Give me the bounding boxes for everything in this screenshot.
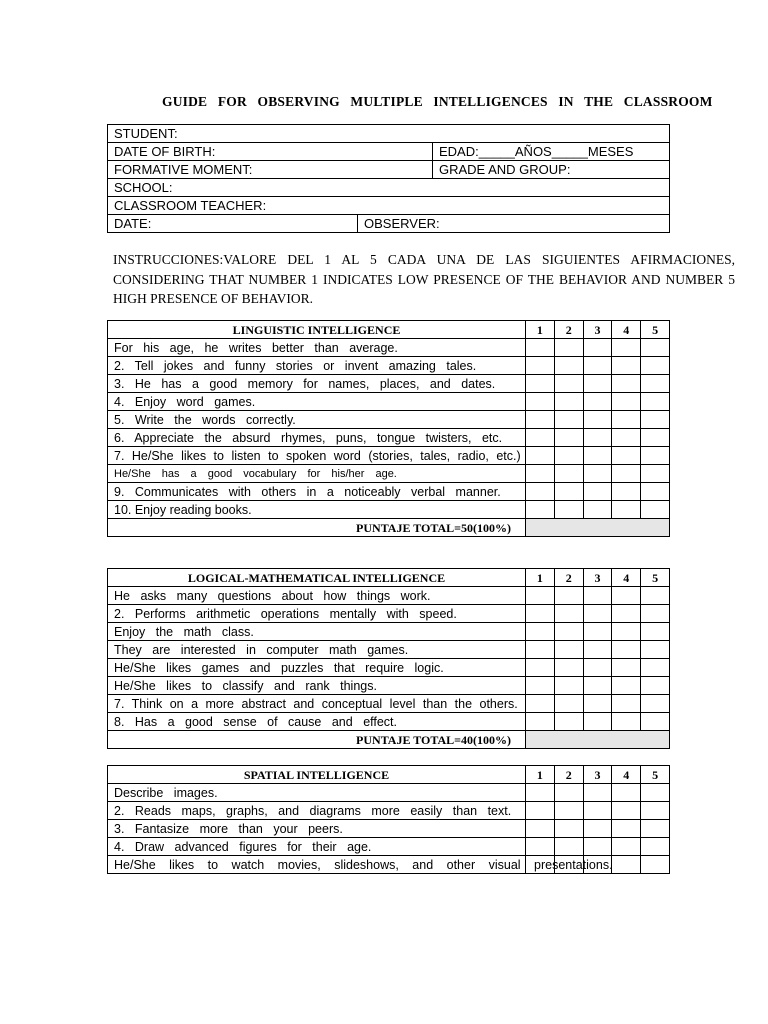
item-text: 7. He/She likes to listen to spoken word (stories, tales, radio, etc.) [108, 447, 526, 465]
scale-header: 1 [526, 766, 555, 784]
table-row [108, 784, 670, 802]
item-text: 7. Think on a more abstract and conceptual level than the others. [108, 695, 526, 713]
school-field[interactable]: SCHOOL: [108, 179, 670, 197]
total-row [108, 519, 670, 537]
score-cell[interactable] [612, 856, 641, 874]
table-row [108, 465, 670, 483]
score-cell[interactable] [583, 393, 612, 411]
table-row [108, 411, 670, 429]
table-row [108, 393, 670, 411]
score-cell[interactable] [641, 465, 670, 483]
table-row [108, 641, 670, 659]
score-cell[interactable] [583, 587, 612, 605]
table-heading: LINGUISTIC INTELLIGENCE [108, 321, 526, 339]
score-cell[interactable] [641, 695, 670, 713]
instructions [113, 250, 735, 309]
item-text: He/She likes to classify and rank things. [108, 677, 526, 695]
score-cell[interactable] [641, 784, 670, 802]
score-cell[interactable] [526, 695, 555, 713]
table-row [108, 339, 670, 357]
score-cell[interactable] [641, 587, 670, 605]
observer-field[interactable]: OBSERVER: [358, 215, 670, 233]
table-row [108, 375, 670, 393]
score-cell[interactable] [554, 447, 583, 465]
table-row [108, 483, 670, 501]
score-cell[interactable] [612, 587, 641, 605]
score-cell[interactable] [554, 677, 583, 695]
item-text: He/She likes games and puzzles that require logic. [108, 659, 526, 677]
score-cell[interactable] [526, 393, 555, 411]
score-cell[interactable] [612, 713, 641, 731]
score-cell[interactable] [641, 641, 670, 659]
score-cell[interactable] [612, 447, 641, 465]
item-text: 2. Tell jokes and funny stories or invent amazing tales. [108, 357, 526, 375]
table-row [108, 659, 670, 677]
date-of-birth-field[interactable]: DATE OF BIRTH: [108, 143, 433, 161]
item-text: 2. Reads maps, graphs, and diagrams more easily than text. [108, 802, 526, 820]
score-cell[interactable] [554, 587, 583, 605]
score-cell[interactable] [583, 465, 612, 483]
date-field[interactable]: DATE: [108, 215, 358, 233]
item-text: 4. Enjoy word games. [108, 393, 526, 411]
age-field[interactable]: EDAD:_____AÑOS_____MESES [433, 143, 670, 161]
score-cell[interactable] [641, 623, 670, 641]
scale-header: 2 [554, 766, 583, 784]
score-cell[interactable] [612, 465, 641, 483]
score-cell[interactable] [526, 587, 555, 605]
score-cell[interactable] [554, 375, 583, 393]
score-cell[interactable] [526, 605, 555, 623]
table-row [108, 820, 670, 838]
score-cell[interactable] [526, 713, 555, 731]
score-cell[interactable] [554, 501, 583, 519]
table-row [108, 605, 670, 623]
score-cell[interactable] [554, 713, 583, 731]
total-score-label: PUNTAJE TOTAL=50(100%) [108, 519, 526, 537]
item-text: 5. Write the words correctly. [108, 411, 526, 429]
score-cell[interactable] [583, 447, 612, 465]
item-text: 6. Appreciate the absurd rhymes, puns, tongue twisters, etc. [108, 429, 526, 447]
score-cell[interactable] [526, 659, 555, 677]
score-cell[interactable] [554, 623, 583, 641]
score-cell[interactable] [554, 784, 583, 802]
score-cell[interactable] [641, 605, 670, 623]
score-cell[interactable] [612, 483, 641, 501]
score-cell[interactable] [554, 411, 583, 429]
item-text: 10. Enjoy reading books. [108, 501, 526, 519]
table-heading: LOGICAL-MATHEMATICAL INTELLIGENCE [108, 569, 526, 587]
score-cell[interactable] [583, 677, 612, 695]
score-cell[interactable] [583, 659, 612, 677]
score-cell[interactable] [641, 856, 670, 874]
score-cell[interactable] [583, 838, 612, 856]
score-cell[interactable] [641, 339, 670, 357]
scale-header: 5 [641, 766, 670, 784]
score-cell[interactable] [612, 605, 641, 623]
score-cell[interactable] [526, 838, 555, 856]
item-text: 4. Draw advanced figures for their age. [108, 838, 526, 856]
score-cell[interactable] [554, 357, 583, 375]
total-score-cell[interactable] [526, 519, 670, 537]
score-cell[interactable] [612, 623, 641, 641]
scale-header: 2 [554, 321, 583, 339]
score-cell[interactable] [554, 695, 583, 713]
logical-mathematical-table [107, 568, 670, 749]
item-text: 3. He has a good memory for names, places, and dates. [108, 375, 526, 393]
score-cell[interactable] [554, 659, 583, 677]
score-cell[interactable] [526, 483, 555, 501]
score-cell[interactable] [554, 465, 583, 483]
score-cell[interactable] [641, 838, 670, 856]
score-cell[interactable] [641, 659, 670, 677]
item-text: 8. Has a good sense of cause and effect. [108, 713, 526, 731]
score-cell[interactable] [583, 375, 612, 393]
score-cell[interactable] [526, 802, 555, 820]
score-cell[interactable] [612, 641, 641, 659]
score-cell[interactable] [612, 357, 641, 375]
linguistic-table [107, 320, 670, 537]
scale-header: 5 [641, 569, 670, 587]
score-cell[interactable] [583, 429, 612, 447]
score-cell[interactable] [583, 641, 612, 659]
score-cell[interactable] [641, 713, 670, 731]
table-row [108, 429, 670, 447]
score-cell[interactable] [526, 784, 555, 802]
score-cell[interactable] [583, 411, 612, 429]
score-cell[interactable] [526, 677, 555, 695]
score-cell[interactable] [583, 357, 612, 375]
score-cell[interactable] [554, 802, 583, 820]
scale-header: 1 [526, 569, 555, 587]
scale-header: 3 [583, 766, 612, 784]
score-cell[interactable] [554, 429, 583, 447]
score-cell[interactable] [641, 447, 670, 465]
score-cell[interactable] [641, 357, 670, 375]
score-cell[interactable] [554, 393, 583, 411]
score-cell[interactable] [526, 447, 555, 465]
scale-header: 2 [554, 569, 583, 587]
item-text: He/She has a good vocabulary for his/her age. [108, 465, 526, 483]
total-score-cell[interactable] [526, 731, 670, 749]
item-text: 9. Communicates with others in a noticeably verbal manner. [108, 483, 526, 501]
score-cell[interactable] [554, 483, 583, 501]
score-cell[interactable] [641, 820, 670, 838]
item-text: For his age, he writes better than average. [108, 339, 526, 357]
score-cell[interactable] [641, 802, 670, 820]
table-row [108, 587, 670, 605]
score-cell[interactable] [526, 411, 555, 429]
score-cell[interactable] [554, 605, 583, 623]
table-row [108, 623, 670, 641]
instructions-line: INSTRUCCIONES:VALORE DEL 1 AL 5 CADA UNA DE LAS SIGUIENTES AFIRMACIONES, [113, 252, 735, 267]
grade-group-field[interactable]: GRADE AND GROUP: [433, 161, 670, 179]
table-row [108, 501, 670, 519]
score-cell[interactable] [526, 429, 555, 447]
score-cell[interactable] [526, 339, 555, 357]
score-cell[interactable] [526, 357, 555, 375]
score-cell[interactable] [583, 820, 612, 838]
table-row [108, 695, 670, 713]
score-cell[interactable] [612, 802, 641, 820]
score-cell[interactable] [641, 677, 670, 695]
classroom-teacher-field[interactable]: CLASSROOM TEACHER: [108, 197, 670, 215]
score-cell[interactable] [612, 695, 641, 713]
table-row [108, 838, 670, 856]
table-row [108, 357, 670, 375]
item-text: He asks many questions about how things work. [108, 587, 526, 605]
score-cell[interactable] [612, 659, 641, 677]
scale-header: 4 [612, 569, 641, 587]
scale-header: 4 [612, 766, 641, 784]
score-cell[interactable] [641, 393, 670, 411]
item-text: 2. Performs arithmetic operations mentally with speed. [108, 605, 526, 623]
score-cell[interactable] [612, 820, 641, 838]
table-heading: SPATIAL INTELLIGENCE [108, 766, 526, 784]
score-cell[interactable] [583, 483, 612, 501]
item-text: Enjoy the math class. [108, 623, 526, 641]
item-text: Describe images. [108, 784, 526, 802]
score-cell[interactable] [583, 501, 612, 519]
score-cell[interactable] [612, 677, 641, 695]
score-cell[interactable] [612, 429, 641, 447]
scale-header: 4 [612, 321, 641, 339]
score-cell[interactable] [526, 375, 555, 393]
score-cell[interactable] [641, 483, 670, 501]
score-cell[interactable] [526, 820, 555, 838]
scale-header: 1 [526, 321, 555, 339]
score-cell[interactable] [612, 501, 641, 519]
scale-header: 3 [583, 321, 612, 339]
score-cell[interactable] [554, 641, 583, 659]
table-row [108, 677, 670, 695]
score-cell[interactable] [612, 339, 641, 357]
score-cell[interactable] [554, 339, 583, 357]
formative-moment-field[interactable]: FORMATIVE MOMENT: [108, 161, 433, 179]
score-cell[interactable] [612, 838, 641, 856]
instructions-line: HIGH PRESENCE OF BEHAVIOR. [113, 291, 314, 306]
score-cell[interactable] [583, 784, 612, 802]
score-cell[interactable] [554, 838, 583, 856]
score-cell[interactable] [583, 605, 612, 623]
score-cell[interactable] [612, 375, 641, 393]
table-row [108, 802, 670, 820]
score-cell[interactable] [612, 784, 641, 802]
student-field[interactable]: STUDENT: [108, 125, 670, 143]
score-cell[interactable] [526, 641, 555, 659]
instructions-line: CONSIDERING THAT NUMBER 1 INDICATES LOW PRESENCE OF THE BEHAVIOR AND NUMBER 5 [113, 271, 735, 287]
page-title: GUIDE FOR OBSERVING MULTIPLE INTELLIGENCES IN THE CLASSROOM [162, 94, 713, 109]
table-row [108, 447, 670, 465]
score-cell[interactable] [583, 623, 612, 641]
spatial-table [107, 765, 670, 874]
table-row [108, 856, 670, 874]
score-cell[interactable] [583, 695, 612, 713]
total-score-label: PUNTAJE TOTAL=40(100%) [108, 731, 526, 749]
score-cell[interactable] [641, 375, 670, 393]
scale-header: 3 [583, 569, 612, 587]
score-cell[interactable] [641, 429, 670, 447]
score-cell[interactable] [612, 411, 641, 429]
scale-header: 5 [641, 321, 670, 339]
table-row [108, 713, 670, 731]
total-row [108, 731, 670, 749]
score-cell[interactable] [526, 501, 555, 519]
score-cell[interactable] [526, 465, 555, 483]
score-cell[interactable] [554, 820, 583, 838]
item-text: He/She likes to watch movies, slideshows, and other visual presentations. [108, 856, 526, 874]
student-info-table [107, 124, 670, 233]
score-cell[interactable] [641, 501, 670, 519]
score-cell[interactable] [641, 411, 670, 429]
score-cell[interactable] [583, 802, 612, 820]
item-text: They are interested in computer math games. [108, 641, 526, 659]
score-cell[interactable] [526, 623, 555, 641]
item-text: 3. Fantasize more than your peers. [108, 820, 526, 838]
score-cell[interactable] [612, 393, 641, 411]
score-cell[interactable] [583, 339, 612, 357]
score-cell[interactable] [583, 713, 612, 731]
